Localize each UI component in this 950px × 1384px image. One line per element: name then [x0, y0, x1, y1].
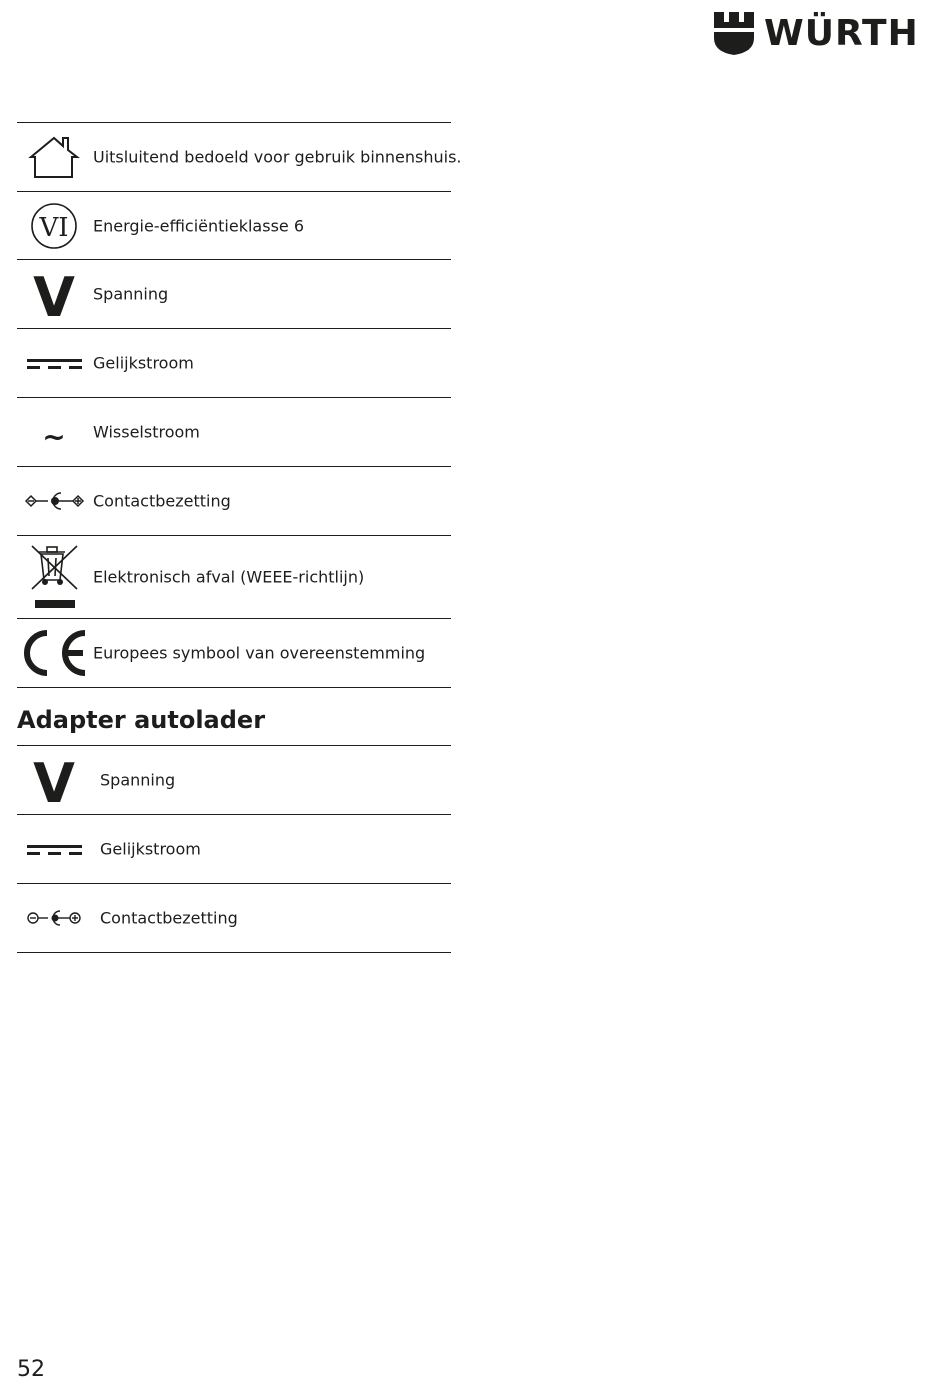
volt-text: V — [33, 752, 75, 814]
row-label: Contactbezetting — [100, 908, 238, 928]
table-row — [17, 745, 451, 814]
wurth-logo — [714, 12, 919, 56]
symbols-table — [17, 122, 462, 688]
row-label: Europees symbool van overeenstemming — [93, 643, 426, 663]
wurth-shield-icon — [714, 12, 754, 56]
table-row — [17, 122, 462, 191]
energy-class-vi-icon — [17, 192, 93, 259]
volt-icon — [17, 746, 93, 814]
row-label: Uitsluitend bedoeld voor gebruik binnenshuis. — [93, 147, 462, 167]
house-icon — [17, 123, 93, 191]
row-label: Contactbezetting — [93, 491, 231, 511]
volt-icon — [17, 260, 93, 328]
table-row — [17, 397, 451, 466]
volt-text: V — [33, 266, 75, 328]
table-row — [17, 618, 451, 688]
row-label: Spanning — [93, 284, 169, 304]
row-label: Energie-efficiëntieklasse 6 — [93, 216, 305, 235]
row-label: Wisselstroom — [93, 422, 200, 442]
alternating-current-icon — [17, 398, 93, 466]
ac-text: ~ — [42, 420, 66, 453]
polarity-icon — [17, 884, 93, 952]
adapter-table — [17, 745, 451, 953]
page-number: 52 — [17, 1357, 45, 1382]
row-label: Gelijkstroom — [100, 839, 201, 859]
table-row — [17, 535, 451, 618]
table-row — [17, 191, 451, 259]
table-row — [17, 883, 451, 953]
table-row — [17, 328, 451, 397]
logo-text: WÜRTH — [764, 13, 919, 54]
row-label: Elektronisch afval (WEEE-richtlijn) — [93, 567, 365, 587]
vi-text: VI — [39, 213, 69, 243]
table-row — [17, 814, 451, 883]
ce-mark-icon — [17, 619, 93, 687]
weee-bin-icon — [17, 536, 93, 618]
row-label: Spanning — [100, 770, 176, 790]
table-row — [17, 259, 451, 328]
polarity-icon — [17, 467, 93, 535]
direct-current-icon — [17, 815, 93, 883]
table-row — [17, 466, 451, 535]
direct-current-icon — [17, 329, 93, 397]
row-label: Gelijkstroom — [93, 353, 194, 373]
section-heading: Adapter autolader — [17, 706, 266, 734]
